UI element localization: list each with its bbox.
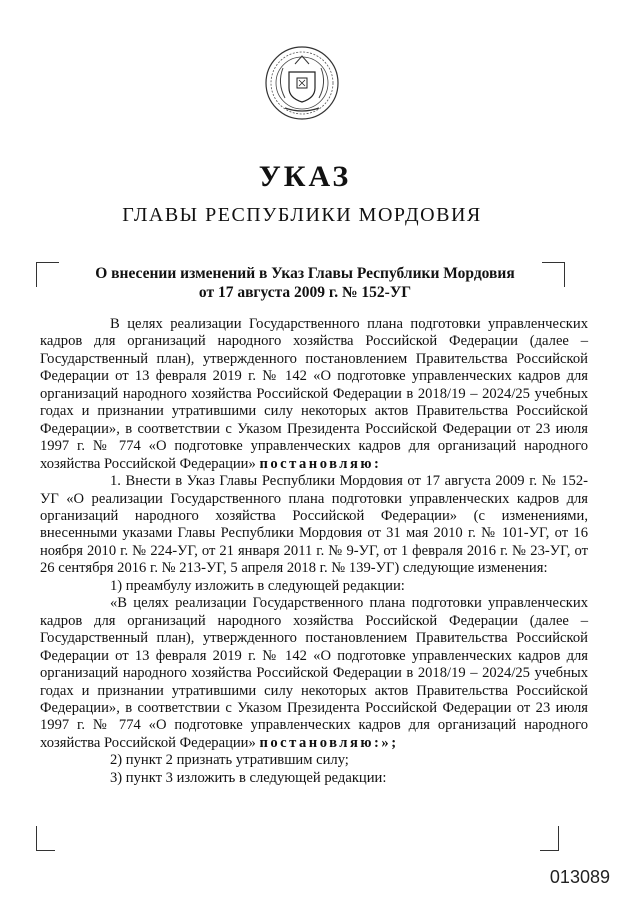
quoted-preamble-paragraph <box>40 595 588 752</box>
corner-mark-bottom-right <box>540 826 559 851</box>
decree-body <box>40 316 588 787</box>
corner-mark-bottom-left <box>36 826 55 851</box>
subitem-3-paragraph: 3) пункт 3 изложить в следующей редакции: <box>110 769 387 786</box>
heading-line-2: от 17 августа 2009 г. № 152-УГ <box>198 284 412 301</box>
document-number: 013089 <box>549 867 610 887</box>
preamble-text: В целях реализации Государственного плана подготовки управленческих кадров для организаций народного хозяйства Российской Федерации (далее – Государственный план), утвержденного постановлением Правительства Российской Федерации от 13 февраля 2019 г. № 142 «О подготовке управленческих кадров для организаций народного хозяйства Российской Федерации в 2018/19 – 2024/25 учебных годах и признании утратившими силу некоторых актов Правительства Российской Федерации», в соответствии с Указом Президента Российской Федерации от 23 июля 1997 г. № 774 «О подготовке управленческих кадров для организаций народного хозяйства Российской Федерации» <box>40 316 588 472</box>
quoted-preamble-keyword: постановляю <box>259 734 375 751</box>
corner-mark-top-right <box>542 262 565 287</box>
subitem-2-paragraph: 2) пункт 2 признать утратившим силу; <box>110 752 349 769</box>
decree-heading <box>70 264 540 302</box>
subitem-1-paragraph: 1) преамбулу изложить в следующей редакции: <box>110 577 405 594</box>
document-title: УКАЗ <box>258 160 352 193</box>
item-1-paragraph: 1. Внести в Указ Главы Республики Мордовия от 17 августа 2009 г. № 152-УГ «О реализации Государственного плана подготовки управленческих кадров для организаций народного хозяйства Российской Федерации» (с изменениями, внесенными указами Главы Республики Мордовия от 31 мая 2010 г. № 101-УГ, от 16 ноября 2010 г. № 224-УГ, от 21 января 2011 г. № 9-УГ, от 1 февраля 2016 г. № 23-УГ, от 26 сентября 2016 г. № 213-УГ, 5 апреля 2018 г. № 139-УГ) следующие изменения: <box>40 473 588 577</box>
preamble-end: : <box>374 455 382 472</box>
corner-mark-top-left <box>36 262 59 287</box>
document-subtitle: ГЛАВЫ РЕСПУБЛИКИ МОРДОВИЯ <box>122 204 482 226</box>
quoted-preamble-end: :»; <box>374 734 399 751</box>
heading-line-1: О внесении изменений в Указ Главы Республики Мордовия <box>95 265 515 282</box>
preamble-keyword: постановляю <box>259 455 375 472</box>
quoted-preamble-text: «В целях реализации Государственного плана подготовки управленческих кадров для организаций народного хозяйства Российской Федерации (далее – Государственный план), утвержденного постановлением Правительства Российской Федерации от 13 февраля 2019 г. № 142 «О подготовке управленческих кадров для организаций народного хозяйства Российской Федерации в 2018/19 – 2024/25 учебных годах и признании утратившими силу некоторых актов Правительства Российской Федерации», в соответствии с Указом Президента Российской Федерации от 23 июля 1997 г. № 774 «О подготовке управленческих кадров для организаций народного хозяйства Российской Федерации» <box>40 595 588 751</box>
preamble-paragraph <box>40 316 588 473</box>
coat-of-arms-emblem <box>261 42 343 124</box>
